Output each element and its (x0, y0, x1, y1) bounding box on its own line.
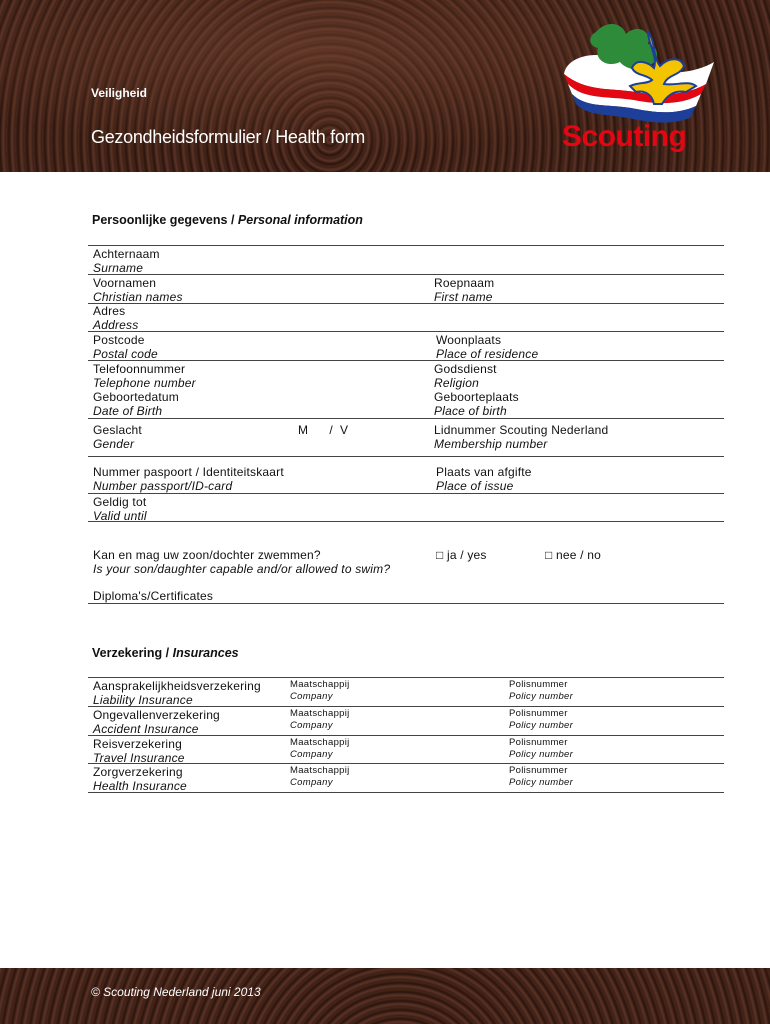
divider (88, 603, 724, 604)
divider (88, 735, 724, 736)
swim-question: Kan en mag uw zoon/dochter zwemmen? Is your son/daughter capable and/or allowed to swim? (93, 548, 391, 576)
policy-field[interactable]: Polisnummer Policy number (509, 679, 574, 702)
company-field[interactable]: Maatschappij Company (290, 708, 350, 731)
section-label: Veiligheid (91, 86, 148, 100)
policy-field[interactable]: Polisnummer Policy number (509, 737, 574, 760)
health-insurance-label: Zorgverzekering Health Insurance (93, 765, 187, 793)
divider (88, 493, 724, 494)
surname-field[interactable]: Achternaam Surname (93, 247, 160, 275)
policy-field[interactable]: Polisnummer Policy number (509, 765, 574, 788)
residence-field[interactable]: Woonplaats Place of residence (436, 333, 539, 361)
insurance-heading: Verzekering / Insurances (92, 646, 239, 660)
divider (88, 331, 724, 332)
page-title: Gezondheidsformulier / Health form (91, 127, 365, 147)
divider (88, 274, 724, 275)
company-field[interactable]: Maatschappij Company (290, 679, 350, 702)
divider (88, 456, 724, 457)
telephone-field[interactable]: Telefoonnummer Telephone number (93, 362, 196, 390)
copyright: © Scouting Nederland juni 2013 (91, 985, 261, 999)
certificates-field[interactable]: Diploma's/Certificates (93, 589, 214, 603)
logo-text: Scouting (562, 120, 687, 153)
valid-until-field[interactable]: Geldig tot Valid until (93, 495, 147, 523)
swim-yes-checkbox[interactable]: □ ja / yes (436, 548, 487, 562)
divider (88, 677, 724, 678)
liability-insurance-label: Aansprakelijkheidsverzekering Liability Insurance (93, 679, 261, 707)
company-field[interactable]: Maatschappij Company (290, 765, 350, 788)
religion-field[interactable]: Godsdienst Religion (434, 362, 497, 390)
divider (88, 763, 724, 764)
divider (88, 521, 724, 522)
travel-insurance-label: Reisverzekering Travel Insurance (93, 737, 185, 765)
issue-place-field[interactable]: Plaats van afgifte Place of issue (436, 465, 532, 493)
gender-field[interactable]: Geslacht Gender (93, 423, 142, 451)
accident-insurance-label: Ongevallenverzekering Accident Insurance (93, 708, 220, 736)
swim-no-checkbox[interactable]: □ nee / no (545, 548, 601, 562)
first-name-field[interactable]: Roepnaam First name (434, 276, 495, 304)
passport-field[interactable]: Nummer paspoort / Identiteitskaart Number passport/ID-card (93, 465, 284, 493)
policy-field[interactable]: Polisnummer Policy number (509, 708, 574, 731)
birthplace-field[interactable]: Geboorteplaats Place of birth (434, 390, 519, 418)
divider (88, 360, 724, 361)
membership-field[interactable]: Lidnummer Scouting Nederland Membership number (434, 423, 609, 451)
company-field[interactable]: Maatschappij Company (290, 737, 350, 760)
gender-options[interactable]: M / V (298, 423, 349, 437)
address-field[interactable]: Adres Address (93, 304, 139, 332)
divider (88, 245, 724, 246)
divider (88, 303, 724, 304)
personal-heading: Persoonlijke gegevens / Personal information (92, 213, 363, 227)
dob-field[interactable]: Geboortedatum Date of Birth (93, 390, 179, 418)
divider (88, 706, 724, 707)
divider (88, 792, 724, 793)
postal-code-field[interactable]: Postcode Postal code (93, 333, 158, 361)
divider (88, 418, 724, 419)
christian-names-field[interactable]: Voornamen Christian names (93, 276, 183, 304)
